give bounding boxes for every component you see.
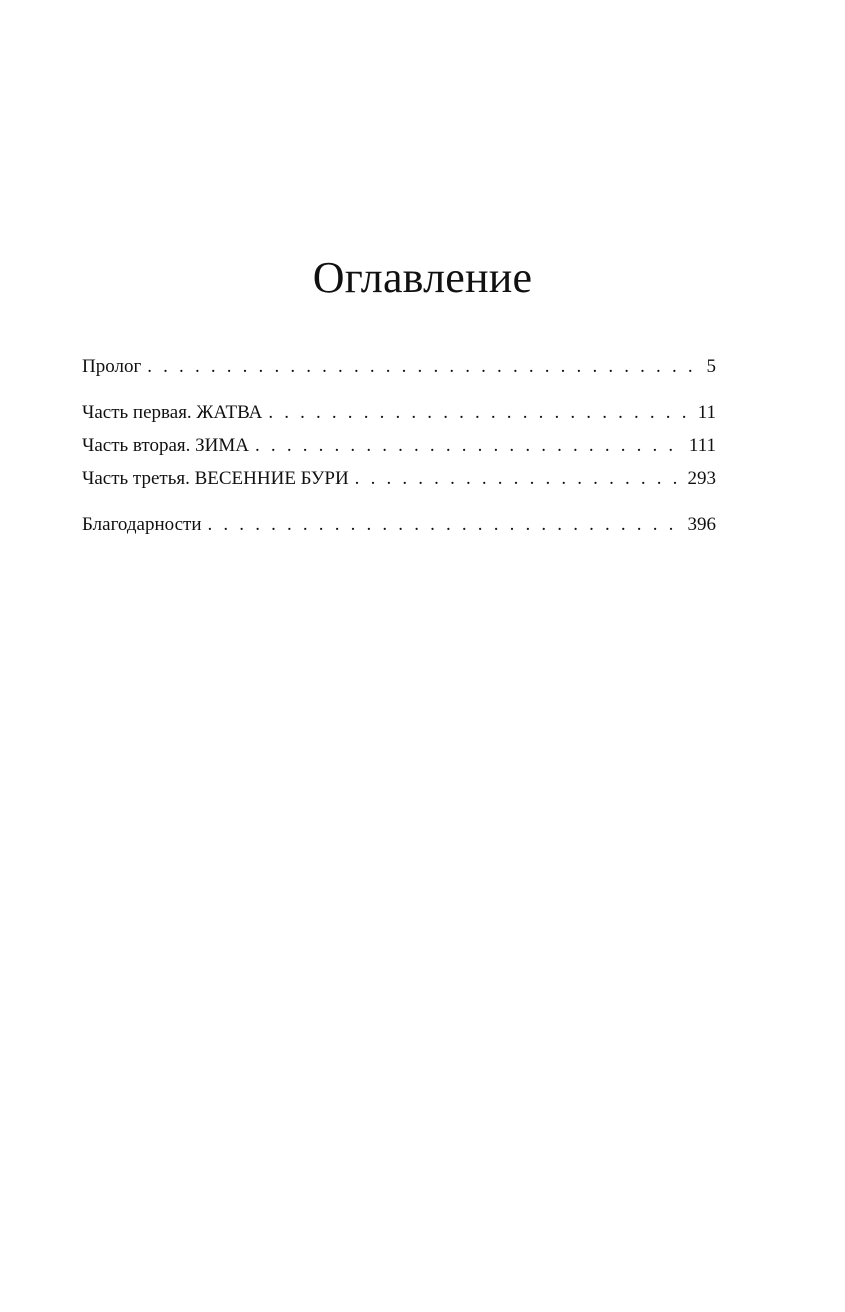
toc-entry-title: Часть первая. ЖАТВА [82, 402, 263, 423]
toc-entry-part-three[interactable] [82, 462, 716, 495]
toc-entry-page: 5 [706, 356, 716, 377]
toc-entry-acknowledgements[interactable] [82, 508, 716, 541]
page-title: Оглавление [312, 253, 533, 302]
toc-entry-title: Часть вторая. ЗИМА [82, 435, 250, 456]
toc-entry-title: Благодарности [82, 514, 202, 535]
toc-entry-page: 11 [697, 402, 716, 423]
toc-entry-title: Пролог [82, 356, 142, 377]
dot-leader [147, 350, 700, 383]
dot-leader [268, 396, 691, 429]
table-of-contents [82, 350, 716, 541]
toc-entry-page: 396 [687, 514, 716, 535]
toc-entry-page: 111 [688, 435, 716, 456]
toc-entry-part-two[interactable] [82, 429, 716, 462]
toc-entry-prologue[interactable] [82, 350, 716, 383]
dot-leader [255, 429, 683, 462]
toc-entry-part-one[interactable] [82, 396, 716, 429]
dot-leader [208, 508, 682, 541]
toc-entry-title: Часть третья. ВЕСЕННИЕ БУРИ [82, 468, 349, 489]
toc-entry-page: 293 [687, 468, 716, 489]
dot-leader [355, 462, 682, 495]
